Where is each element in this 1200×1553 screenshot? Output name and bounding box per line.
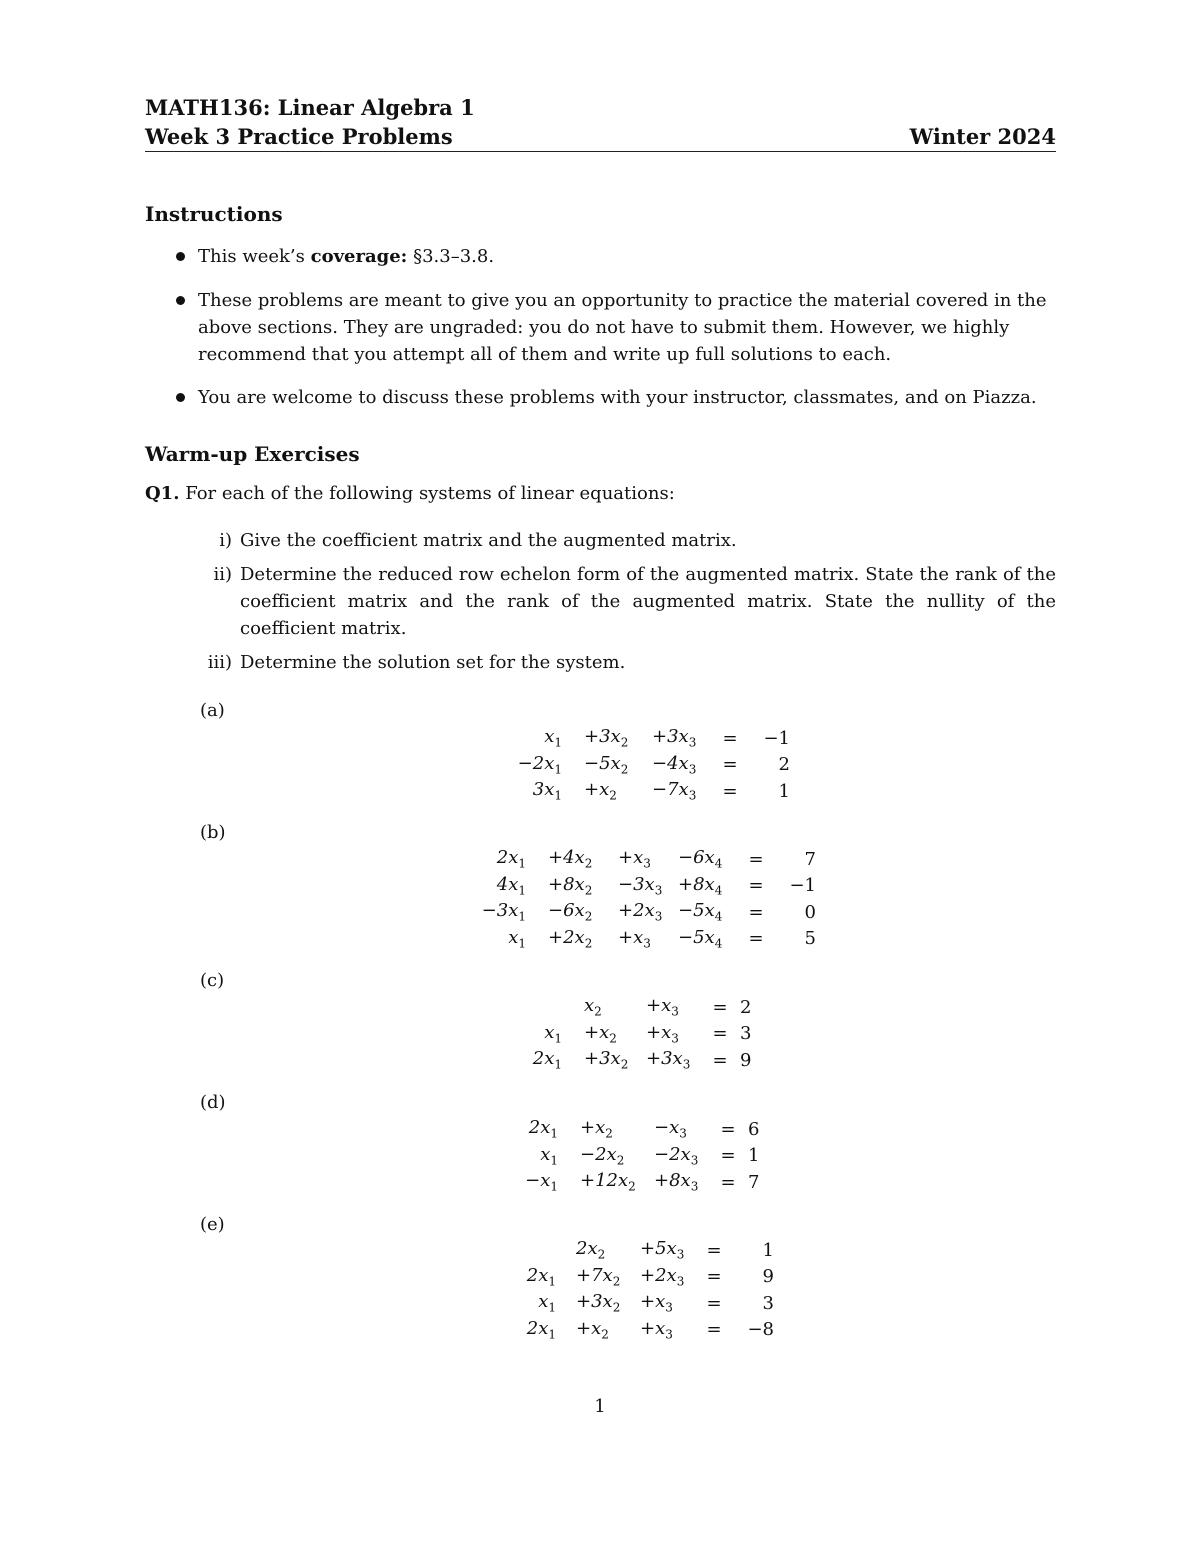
purpose-line-3: recommend that you attempt all of them and write up full solutions to each. — [198, 344, 892, 365]
q1-label: Q1. — [145, 483, 180, 504]
system-b: $2x_1$ $+4x_2$ $+x_3$ $-6x_4$ = 7 $4x_1$ $+8x_2$ $-3x_3$ $+8x_4$ = −1 $-3x_1$ $-6x_2$ $+2x_3$ $-5x_4$ = 0 $x_1$ $+2x_2$ $+x_3$ $-5x_4$ = 5 — [481, 847, 816, 951]
item-text: Determine the reduced row echelon form of the augmented matrix. State the rank of the coefficient matrix and the rank of the augmented matrix. State the nullity of the coefficient matrix. — [240, 564, 1056, 639]
week-title: Week 3 Practice Problems — [145, 124, 453, 149]
system-c: $x_2$ $+x_3$ = 2 $x_1$ $+x_2$ $+x_3$ = 3 $2x_1$ $+3x_2$ $+3x_3$ = 9 — [532, 995, 752, 1073]
item-number: ii) — [213, 564, 232, 585]
term: Winter 2024 — [909, 124, 1056, 149]
item-text: Give the coefficient matrix and the augmented matrix. — [240, 530, 737, 551]
system-a: $x_1$ $+3x_2$ $+3x_3$ = −1 $-2x_1$ $-5x_2$ $-4x_3$ = 2 $3x_1$ $+x_2$ $-7x_3$ = 1 — [517, 726, 790, 804]
coverage-post: §3.3–3.8. — [407, 246, 495, 267]
system-e: $2x_2$ $+5x_3$ = 1 $2x_1$ $+7x_2$ $+2x_3$ = 9 $x_1$ $+3x_2$ $+x_3$ = 3 $2x_1$ $+x_2$ $+x_3$ = −8 — [526, 1238, 774, 1342]
part-a-label: (a) — [200, 700, 225, 721]
question-1 — [145, 483, 675, 504]
warmup-heading: Warm-up Exercises — [145, 442, 360, 466]
purpose-line-2: above sections. They are ungraded: you do not have to submit them. However, we highly — [198, 317, 1010, 338]
instructions-heading: Instructions — [145, 202, 283, 226]
item-text: Determine the solution set for the system. — [240, 652, 626, 673]
q1-text: For each of the following systems of linear equations: — [185, 483, 675, 504]
part-c-label: (c) — [200, 970, 225, 991]
bullet-dot — [176, 296, 185, 305]
bullet-coverage — [198, 243, 1056, 270]
item-number: i) — [219, 530, 232, 551]
part-b-label: (b) — [200, 822, 226, 843]
header-rule — [145, 151, 1056, 152]
page-number: 1 — [594, 1396, 606, 1417]
bullet-dot — [176, 252, 185, 261]
purpose-line-1: These problems are meant to give you an opportunity to practice the material covered in the — [198, 290, 1047, 311]
part-d-label: (d) — [200, 1092, 226, 1113]
part-e-label: (e) — [200, 1214, 225, 1235]
item-number: iii) — [207, 652, 232, 673]
header-row — [145, 124, 1056, 149]
bullet-dot — [176, 393, 185, 402]
bullet-discuss: You are welcome to discuss these problems with your instructor, classmates, and on Piazza. — [198, 387, 1037, 408]
system-d: $2x_1$ $+x_2$ $-x_3$ = 6 $x_1$ $-2x_2$ $-2x_3$ = 1 $-x_1$ $+12x_2$ $+8x_3$ = 7 — [525, 1117, 760, 1195]
course-title: MATH136: Linear Algebra 1 — [145, 95, 475, 120]
coverage-pre: This week’s — [198, 246, 311, 267]
coverage-bold: coverage: — [310, 246, 408, 267]
bullet-purpose — [198, 287, 1056, 368]
